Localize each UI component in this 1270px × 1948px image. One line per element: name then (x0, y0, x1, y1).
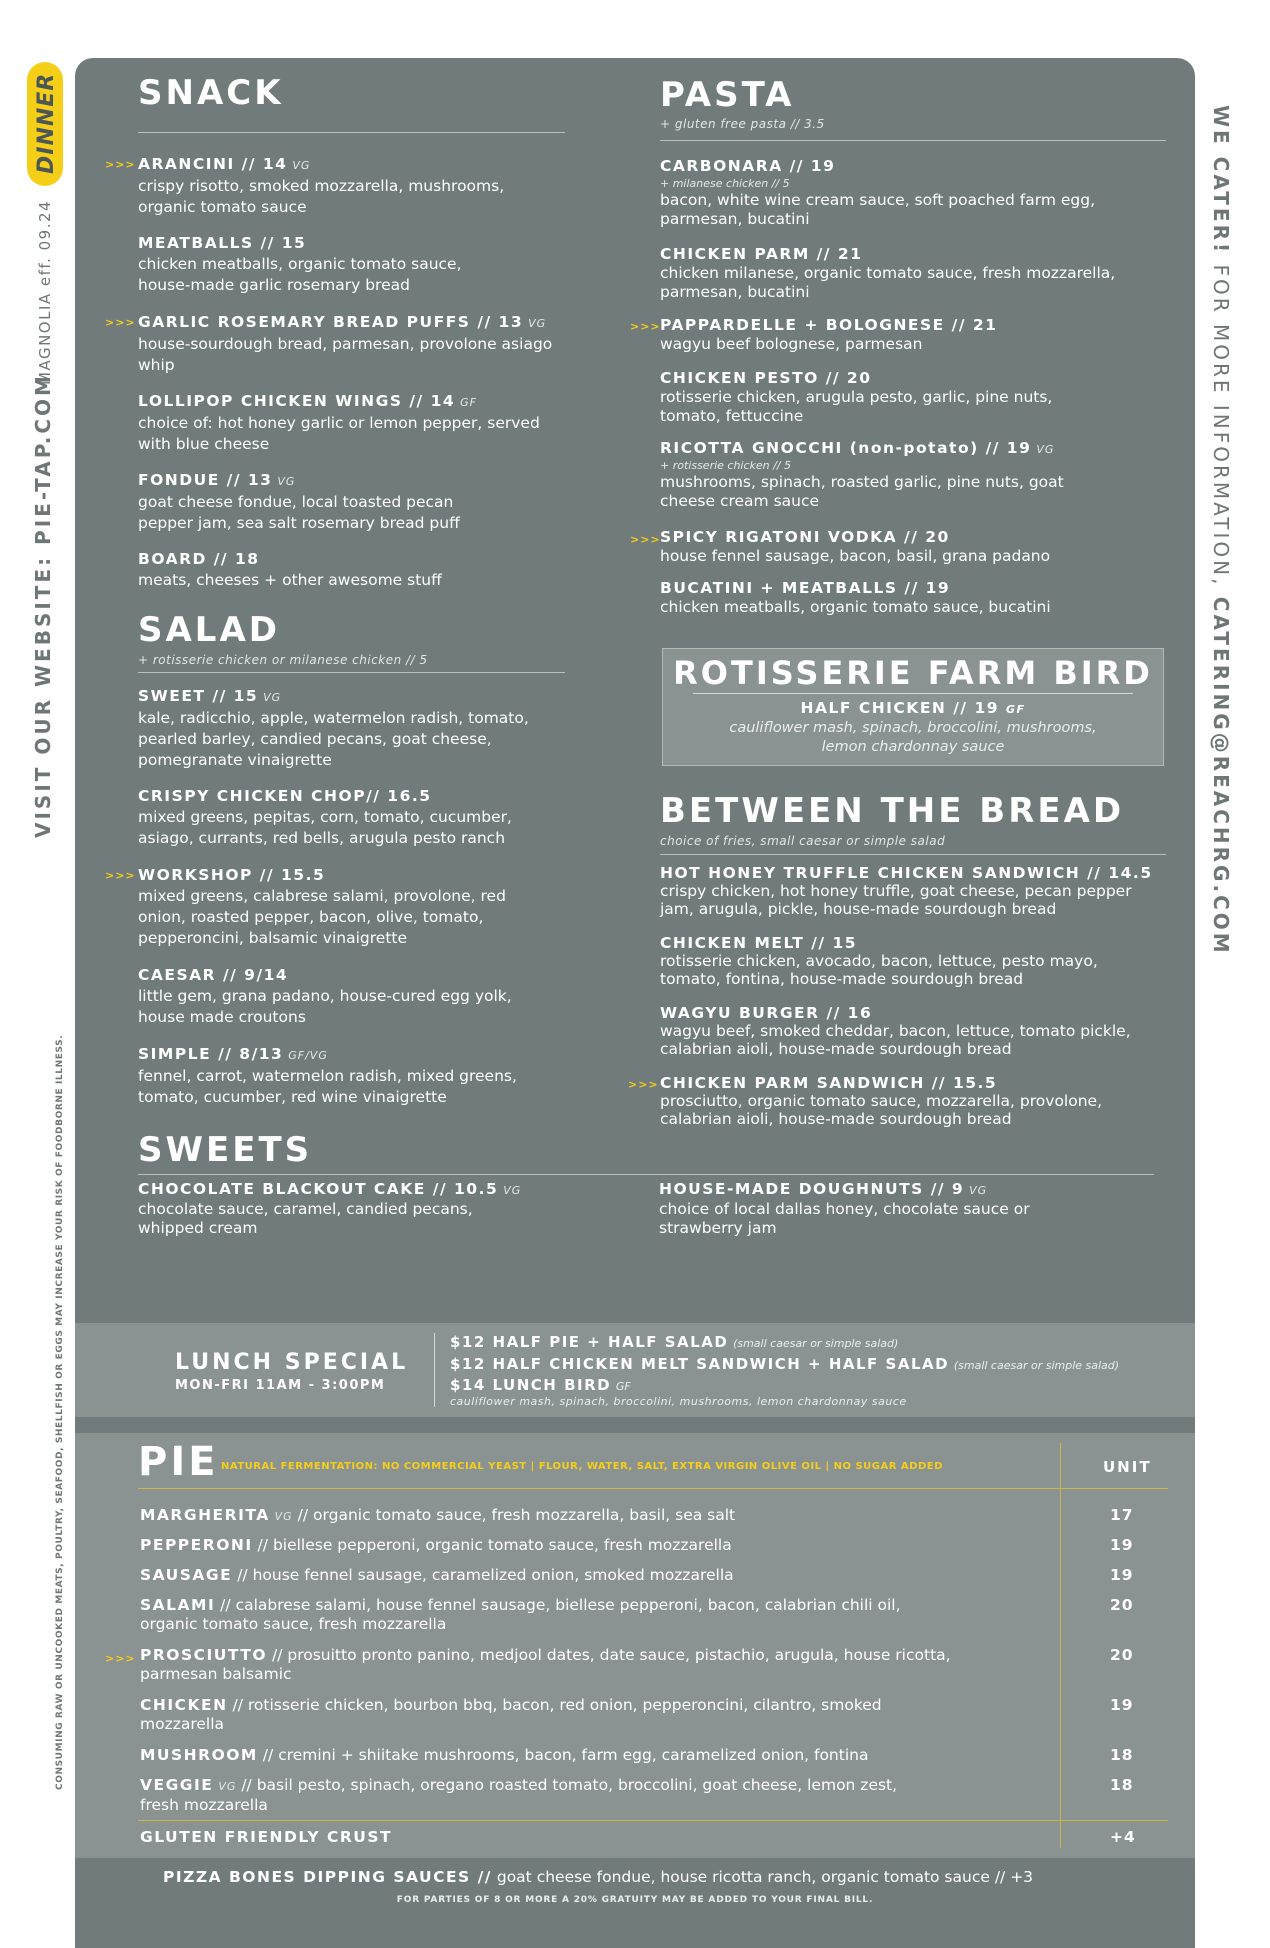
menu-item: ARANCINI // 14 VG crispy risotto, smoked mozzarella, mushrooms, organic tomato sauce (138, 155, 505, 216)
lunch-offers: $12 HALF PIE + HALF SALAD (small caesar or simple salad) $12 HALF CHICKEN MELT SANDWICH + HALF SALAD (small caesar or simple salad) $14 LUNCH BIRD GF cauliflower mash, spinach, broccolini, mushrooms, lemon chardonnay sauce (450, 1333, 1120, 1408)
catering-more-info: FOR MORE INFORMATION, (1209, 255, 1233, 597)
pie-desc: basil pesto, spinach, oregano roasted tomato, broccolini, goat cheese, lemon zest, (256, 1776, 898, 1794)
lunch-divider (434, 1333, 435, 1407)
pie-desc: house fennel sausage, caramelized onion, smoked mozzarella (252, 1566, 734, 1584)
pie-price: 18 (1110, 1746, 1134, 1764)
pie-tag: VG (218, 1780, 237, 1793)
pie-name: MUSHROOM (140, 1746, 258, 1764)
catering-email-link[interactable]: CATERING@REACHRG.COM (1209, 596, 1233, 956)
menu-item: GARLIC ROSEMARY BREAD PUFFS // 13 VG house-sourdough bread, parmesan, provolone asiago whip (138, 313, 553, 374)
gluten-price: +4 (1110, 1828, 1136, 1846)
pie-name: VEGGIE (140, 1776, 214, 1794)
menu-item: PAPPARDELLE + BOLOGNESE // 21 wagyu beef bolognese, parmesan (660, 316, 998, 353)
lunch-special-band (75, 1323, 1195, 1417)
favorite-marker: >>> (105, 316, 136, 329)
dinner-badge (27, 62, 63, 186)
pie-price: 18 (1110, 1776, 1134, 1794)
pie-price: 20 (1110, 1646, 1134, 1664)
menu-item: RICOTTA GNOCCHI (non-potato) // 19 VG + rotisserie chicken // 5 mushrooms, spinach, roasted garlic, pine nuts, goat cheese cream sauce (660, 439, 1064, 510)
pie-desc-2: mozzarella (140, 1715, 225, 1733)
menu-item: WORKSHOP // 15.5 mixed greens, calabrese salami, provolone, red onion, roasted pepper, bacon, olive, tomato, pepperoncini, balsamic vinaigrette (138, 866, 506, 947)
menu-item: BOARD // 18 meats, cheeses + other awesome stuff (138, 550, 442, 589)
favorite-marker: >>> (630, 533, 661, 546)
rotisserie-box (662, 648, 1164, 766)
dinner-label: DINNER (34, 72, 59, 174)
salad-rule (138, 672, 565, 673)
pie-price: 19 (1110, 1566, 1134, 1584)
favorite-marker: >>> (628, 1078, 659, 1091)
pie-separator: // (262, 1746, 274, 1764)
catering-info (1209, 105, 1233, 956)
menu-item: MEATBALLS // 15 chicken meatballs, organic tomato sauce, house-made garlic rosemary bread (138, 234, 462, 294)
pie-desc-2: parmesan balsamic (140, 1665, 292, 1683)
pie-desc: calabrese salami, house fennel sausage, biellese pepperoni, bacon, calabrian chili oil, (235, 1596, 901, 1614)
rotisserie-rule (693, 693, 1133, 694)
half-chicken-label: HALF CHICKEN // 19 GF (800, 699, 1026, 717)
pie-separator: // (271, 1646, 283, 1664)
menu-item: CAESAR // 9/14 little gem, grana padano, house-cured egg yolk, house made croutons (138, 966, 512, 1026)
pie-tag: VG (274, 1510, 293, 1523)
menu-item: HOUSE-MADE DOUGHNUTS // 9 VG choice of local dallas honey, chocolate sauce or strawberry jam (659, 1180, 1030, 1237)
bread-title: BETWEEN THE BREAD (660, 791, 1125, 831)
rotisserie-desc: cauliflower mash, spinach, broccolini, mushrooms, lemon chardonnay sauce (729, 720, 1097, 755)
pie-name: MARGHERITA (140, 1506, 270, 1524)
gratuity-note: FOR PARTIES OF 8 OR MORE A 20% GRATUITY MAY BE ADDED TO YOUR FINAL BILL. (396, 1895, 874, 1905)
website-link[interactable]: VISIT OUR WEBSITE: PIE-TAP.COM (31, 373, 55, 838)
pie-row (140, 1776, 1180, 1815)
menu-item: CHICKEN PARM SANDWICH // 15.5 prosciutto, organic tomato sauce, mozzarella, provolone, calabrian aioli, house-made sourdough bread (660, 1074, 1102, 1128)
menu-item: HOT HONEY TRUFFLE CHICKEN SANDWICH // 14.5 crispy chicken, hot honey truffle, goat cheese, pecan pepper jam, arugula, pickle, house-made sourdough bread (660, 864, 1153, 918)
bread-subtitle: choice of fries, small caesar or simple salad (660, 834, 946, 848)
menu-item: CHICKEN PESTO // 20 rotisserie chicken, arugula pesto, garlic, pine nuts, tomato, fettuccine (660, 369, 1053, 425)
pie-row (105, 1646, 1180, 1684)
pie-desc-2: fresh mozzarella (140, 1796, 268, 1814)
pie-desc: rotisserie chicken, bourbon bbq, bacon, red onion, pepperoncini, cilantro, smoked (247, 1696, 882, 1714)
menu-item: SIMPLE // 8/13 GF/VG fennel, carrot, watermelon radish, mixed greens, tomato, cucumber, red wine vinaigrette (138, 1045, 517, 1106)
pie-separator: // (297, 1506, 309, 1524)
pasta-subtitle: + gluten free pasta // 3.5 (660, 117, 825, 131)
snack-title: SNACK (138, 73, 284, 113)
pie-price: 20 (1110, 1596, 1134, 1614)
pie-desc: organic tomato sauce, fresh mozzarella, basil, sea salt (313, 1506, 736, 1524)
favorite-marker: >>> (105, 1652, 136, 1665)
menu-item: WAGYU BURGER // 16 wagyu beef, smoked cheddar, bacon, lettuce, tomato pickle, calabrian aioli, house-made sourdough bread (660, 1004, 1131, 1058)
rotisserie-title: ROTISSERIE FARM BIRD (673, 654, 1153, 692)
pie-name: CHICKEN (140, 1696, 228, 1714)
menu-item: CHOCOLATE BLACKOUT CAKE // 10.5 VG chocolate sauce, caramel, candied pecans, whipped cream (138, 1180, 522, 1237)
pie-row (140, 1506, 1180, 1526)
pie-name: SAUSAGE (140, 1566, 233, 1584)
menu-item: CHICKEN PARM // 21 chicken milanese, organic tomato sauce, fresh mozzarella, parmesan, bucatini (660, 245, 1116, 301)
pie-row (140, 1596, 1180, 1634)
menu-item: SPICY RIGATONI VODKA // 20 house fennel sausage, bacon, basil, grana padano (660, 528, 1051, 565)
menu-item: SWEET // 15 VG kale, radicchio, apple, watermelon radish, tomato, pearled barley, candied pecans, goat cheese, pomegranate vinaigrette (138, 687, 529, 769)
pie-row (140, 1746, 1180, 1765)
pie-name: SALAMI (140, 1596, 216, 1614)
pie-desc: prosuitto pronto panino, medjool dates, date sauce, pistachio, arugula, house ricotta, (287, 1646, 951, 1664)
pasta-title: PASTA (660, 75, 795, 115)
unit-header: UNIT (1103, 1458, 1152, 1476)
lunch-hours: MON-FRI 11AM - 3:00PM (175, 1378, 386, 1393)
pie-desc: biellese pepperoni, organic tomato sauce, fresh mozzarella (272, 1536, 732, 1554)
gluten-rule (138, 1820, 1168, 1821)
pie-row (140, 1536, 1180, 1555)
pie-desc-2: organic tomato sauce, fresh mozzarella (140, 1615, 447, 1633)
pie-separator: // (241, 1776, 252, 1794)
sweets-rule (138, 1174, 1154, 1175)
pie-header-rule (138, 1488, 1168, 1489)
pie-section (75, 1433, 1195, 1858)
pie-separator: // (220, 1596, 231, 1614)
pie-separator: // (237, 1566, 248, 1584)
pizza-bones-line: PIZZA BONES DIPPING SAUCES // goat cheese fondue, house ricotta ranch, organic tomato sauce // +3 (163, 1868, 1034, 1886)
favorite-marker: >>> (105, 869, 136, 882)
pie-separator: // (257, 1536, 268, 1554)
foodborne-disclaimer: CONSUMING RAW OR UNCOOKED MEATS, POULTRY, SEAFOOD, SHELLFISH OR EGGS MAY INCREASE YOUR RISK OF FOODBORNE ILLNESS. (55, 1034, 65, 1790)
menu-item: LOLLIPOP CHICKEN WINGS // 14 GF choice of: hot honey garlic or lemon pepper, served with blue cheese (138, 392, 540, 453)
pie-price: 19 (1110, 1696, 1134, 1714)
pie-desc: cremini + shiitake mushrooms, bacon, farm egg, caramelized onion, fontina (278, 1746, 869, 1764)
lunch-title: LUNCH SPECIAL (175, 1350, 409, 1375)
pie-separator: // (232, 1696, 243, 1714)
salad-title: SALAD (138, 610, 281, 650)
menu-item: CRISPY CHICKEN CHOP// 16.5 mixed greens, pepitas, corn, tomato, cucumber, asiago, currants, red bells, arugula pesto ranch (138, 787, 512, 847)
menu-panel (75, 58, 1195, 1905)
gluten-label: GLUTEN FRIENDLY CRUST (140, 1828, 393, 1846)
pie-name: PROSCIUTTO (140, 1646, 268, 1664)
lunch-pie-separator (75, 1417, 1195, 1433)
menu-item: BUCATINI + MEATBALLS // 19 chicken meatballs, organic tomato sauce, bucatini (660, 579, 1051, 616)
favorite-marker: >>> (630, 320, 661, 333)
sweets-title: SWEETS (138, 1130, 313, 1170)
favorite-marker: >>> (105, 158, 136, 171)
menu-item: FONDUE // 13 VG goat cheese fondue, local toasted pecan pepper jam, sea salt rosemary bread puff (138, 471, 460, 532)
pasta-rule (660, 140, 1166, 141)
menu-item: CHICKEN MELT // 15 rotisserie chicken, avocado, bacon, lettuce, pesto mayo, tomato, fontina, house-made sourdough bread (660, 934, 1098, 988)
pie-price: 19 (1110, 1536, 1134, 1554)
pie-title: PIE (138, 1439, 219, 1485)
snack-rule (138, 132, 565, 133)
bread-rule (660, 854, 1166, 855)
menu-item: CARBONARA // 19 + milanese chicken // 5 bacon, white wine cream sauce, soft poached farm egg, parmesan, bucatini (660, 157, 1095, 228)
magnolia-effective-date: MAGNOLIA eff. 09.24 (36, 199, 54, 385)
pie-name: PEPPERONI (140, 1536, 253, 1554)
we-cater-label: WE CATER! (1209, 105, 1233, 256)
pie-row (140, 1696, 1180, 1734)
pie-tagline: NATURAL FERMENTATION: NO COMMERCIAL YEAST | FLOUR, WATER, SALT, EXTRA VIRGIN OLIVE OIL | NO SUGAR ADDED (221, 1461, 943, 1472)
pie-price: 17 (1110, 1506, 1134, 1524)
pie-footer (75, 1858, 1195, 1948)
salad-subtitle: + rotisserie chicken or milanese chicken // 5 (138, 653, 428, 667)
pie-row (140, 1566, 1180, 1585)
